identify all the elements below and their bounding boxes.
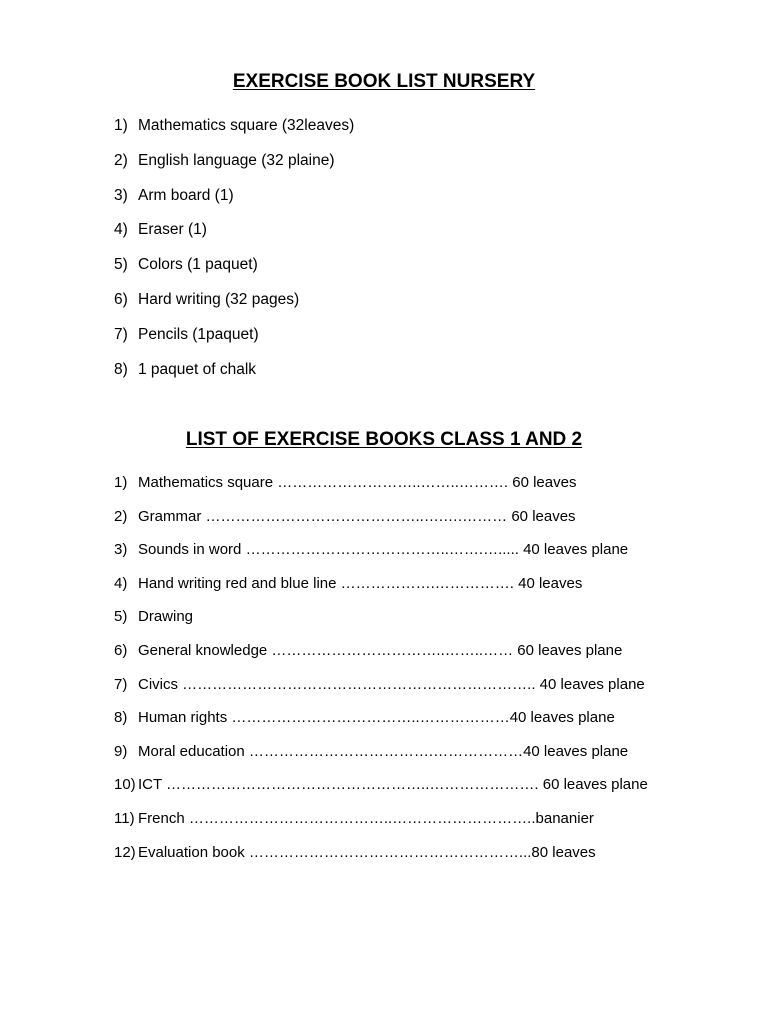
list-item	[114, 709, 648, 743]
list-item	[114, 151, 354, 186]
item-number: 12)	[114, 843, 136, 861]
item-number: 5)	[114, 256, 128, 274]
item-number: 1)	[114, 474, 128, 491]
nursery-list-title: EXERCISE BOOK LIST NURSERY	[232, 71, 536, 92]
item-text: Arm board (1)	[138, 186, 234, 204]
item-number: 2)	[114, 151, 128, 169]
list-item	[114, 642, 648, 676]
list-item	[114, 844, 648, 878]
item-number: 7)	[114, 325, 128, 343]
list-item	[114, 810, 648, 844]
item-text: 1 paquet of chalk	[138, 360, 257, 378]
item-text: Pencils (1paquet)	[138, 325, 259, 343]
item-number: 8)	[114, 360, 128, 378]
list-item	[114, 186, 354, 221]
item-text: Grammar ……………………………………..….….……… 60 leaves	[138, 507, 576, 525]
list-item	[114, 325, 354, 360]
item-text: Hard writing (32 pages)	[138, 290, 300, 308]
item-text: Mathematics square ………………………..……..………. 60 leaves	[138, 474, 577, 491]
item-text: ICT ……………………………………………..…………………. 60 leaves plane	[138, 776, 648, 794]
item-number: 6)	[114, 290, 128, 308]
item-text: Eraser (1)	[138, 221, 207, 239]
item-text: Moral education ……………………………….………………40 leaves plane	[138, 742, 629, 760]
nursery-book-list	[114, 116, 354, 394]
class-1-2-book-list	[114, 474, 648, 877]
item-text: General knowledge ……………………………..……..…… 60 leaves plane	[138, 641, 623, 659]
item-number: 2)	[114, 507, 128, 525]
class-1-2-list-title: LIST OF EXERCISE BOOKS CLASS 1 AND 2	[185, 429, 583, 450]
item-text: English language (32 plaine)	[138, 151, 335, 169]
item-number: 10)	[114, 776, 136, 794]
item-text: Drawing	[138, 608, 194, 626]
item-number: 3)	[114, 541, 128, 559]
list-item	[114, 360, 354, 395]
item-text: Evaluation book ………………………………………………...80 leaves	[138, 843, 596, 861]
item-number: 1)	[114, 117, 128, 134]
item-number: 4)	[114, 221, 128, 239]
item-number: 8)	[114, 709, 128, 727]
list-item	[114, 290, 354, 325]
list-item	[114, 743, 648, 777]
list-item	[114, 474, 648, 508]
list-item	[114, 608, 648, 642]
item-text: Civics …………………………………………………………….. 40 leaves plane	[138, 675, 645, 693]
item-text: Sounds in word …………………………………..…….…..... 40 leaves plane	[138, 541, 629, 559]
list-item	[114, 255, 354, 290]
list-item	[114, 776, 648, 810]
item-text: French …………………………………..………………………..bananier	[138, 809, 594, 827]
item-number: 4)	[114, 574, 128, 592]
list-item	[114, 508, 648, 542]
item-number: 6)	[114, 641, 128, 659]
item-text: Colors (1 paquet)	[138, 256, 258, 274]
list-item	[114, 116, 354, 151]
item-text: Hand writing red and blue line ……………….……………. 40 leaves	[138, 574, 583, 592]
list-item	[114, 575, 648, 609]
item-text: Mathematics square (32leaves)	[138, 117, 355, 134]
item-text: Human rights ………………………………..………………40 leaves plane	[138, 709, 615, 727]
item-number: 11)	[114, 809, 135, 827]
item-number: 9)	[114, 742, 128, 760]
item-number: 7)	[114, 675, 128, 693]
item-number: 3)	[114, 186, 128, 204]
item-number: 5)	[114, 608, 128, 626]
list-item	[114, 676, 648, 710]
list-item	[114, 541, 648, 575]
list-item	[114, 220, 354, 255]
